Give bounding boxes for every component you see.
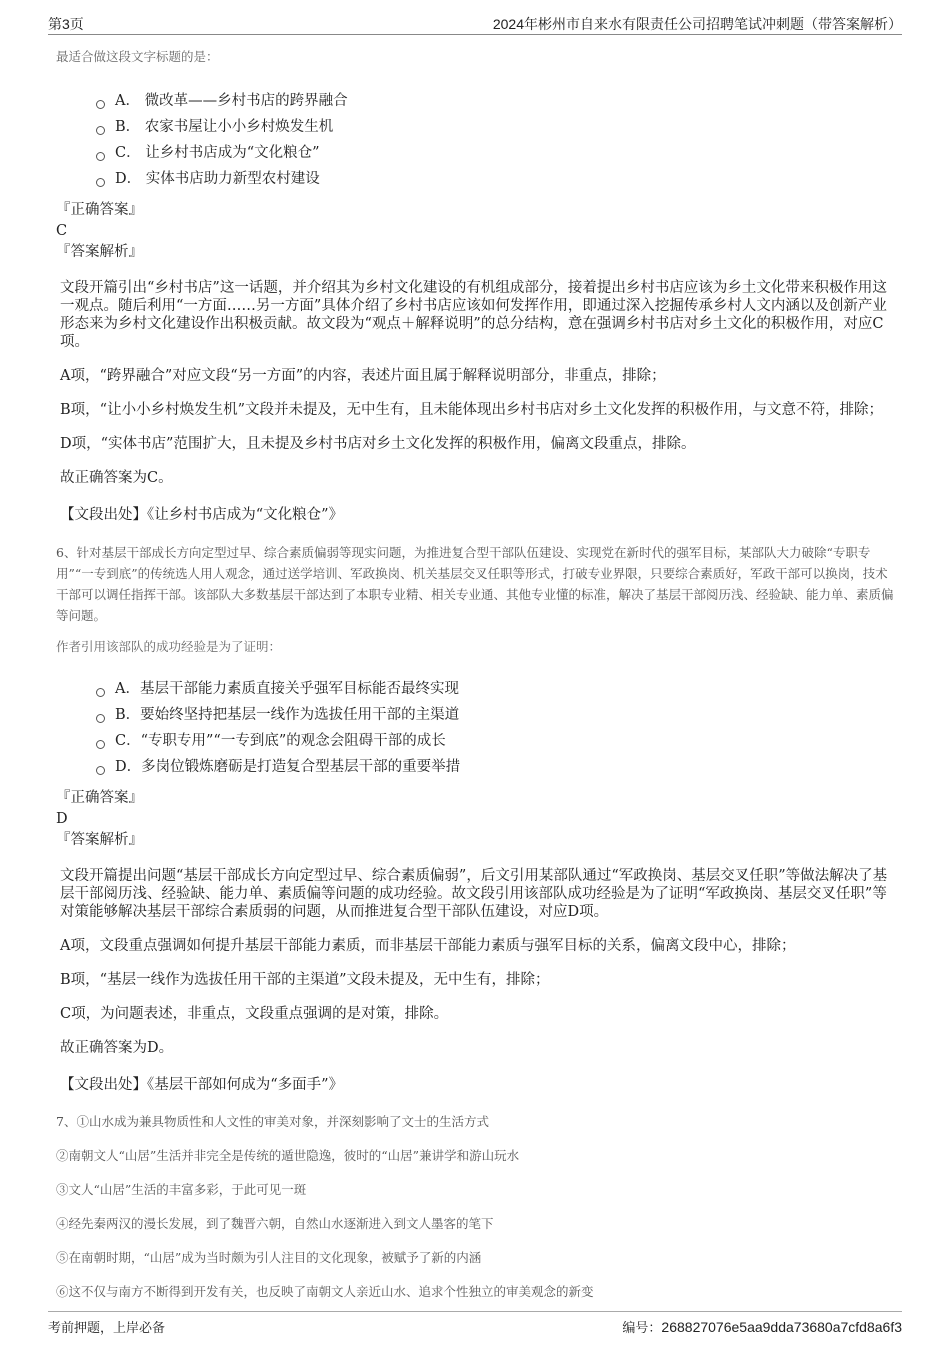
document-title: 2024年彬州市自来水有限责任公司招聘笔试冲刺题（带答案解析）: [492, 16, 902, 32]
page-number: 第3页: [48, 16, 84, 32]
page-content: [56, 36, 896, 1316]
analysis-paragraph: D项，“实体书店”范围扩大，且未提及乡村书店对乡土文化发挥的积极作用，偏离文段重点，排除。: [60, 436, 696, 452]
sentence-item: ④经先秦两汉的漫长发展，到了魏晋六朝，自然山水逐渐进入到文人墨客的笔下: [56, 1216, 494, 1231]
radio-icon[interactable]: [96, 688, 105, 697]
option-c[interactable]: C．“专职专用”“一专到底”的观念会阻碍干部的成长: [96, 728, 896, 754]
sentence-item: ②南朝文人“山居”生活并非完全是传统的遁世隐逸，彼时的“山居”兼讲学和游山玩水: [56, 1148, 520, 1163]
footer-code: [622, 1317, 902, 1336]
radio-icon[interactable]: [96, 740, 105, 749]
code-label: 编号：: [622, 1321, 662, 1336]
radio-icon[interactable]: [96, 714, 105, 723]
radio-icon[interactable]: [96, 126, 105, 135]
analysis-paragraph: 故正确答案为C。: [60, 470, 173, 486]
question-prompt: 最适合做这段文字标题的是：: [56, 49, 219, 64]
analysis-paragraph: 文段开篇提出问题“基层干部成长方向定型过早、综合素质偏弱”，后文引用某部队通过“军政换岗、基层交叉任职”等做法解决了基层干部阅历浅、经验缺、能力单、素质偏等问题的成功经验。故文段引用该部队成功经验是为了证明“军政换岗、基层交叉任职”等对策能够解决基层干部综合素质弱的问题，从而推进复合型干部队伍建设，对应D项。: [60, 868, 888, 920]
analysis-body: [56, 867, 896, 1057]
sentence-item: ⑤在南朝时期，“山居”成为当时颇为引人注目的文化现象，被赋予了新的内涵: [56, 1250, 482, 1265]
analysis-paragraph: A项，“跨界融合”对应文段“另一方面”的内容，表述片面且属于解释说明部分，非重点，排除；: [60, 368, 666, 384]
answer-value: D: [56, 811, 68, 827]
question-5: [56, 46, 896, 524]
radio-icon[interactable]: [96, 100, 105, 109]
analysis-label: 『答案解析』: [56, 832, 143, 848]
option-c[interactable]: C． 让乡村书店成为“文化粮仓”: [96, 140, 896, 166]
sentence-item: 7、①山水成为兼具物质性和人文性的审美对象，并深刻影响了文士的生活方式: [56, 1114, 489, 1129]
analysis-paragraph: B项，“基层一线作为选拔任用干部的主渠道”文段未提及，无中生有，排除；: [60, 972, 550, 988]
sentence-item: ⑥这不仅与南方不断得到开发有关，也反映了南朝文人亲近山水、追求个性独立的审美观念的新变: [56, 1284, 594, 1299]
analysis-label: 『答案解析』: [56, 244, 143, 260]
option-d[interactable]: D．多岗位锻炼磨砺是打造复合型基层干部的重要举措: [96, 754, 896, 780]
option-a[interactable]: A．基层干部能力素质直接关乎强军目标能否最终实现: [96, 676, 896, 702]
option-a[interactable]: A． 微改革——乡村书店的跨界融合: [96, 88, 896, 114]
source-citation: 【文段出处】《让乡村书店成为“文化粮仓”》: [60, 507, 344, 523]
source-citation: 【文段出处】《基层干部如何成为“多面手”》: [60, 1077, 344, 1093]
option-list: [96, 676, 896, 780]
footer-slogan: 考前押题，上岸必备: [48, 1321, 166, 1336]
answer-label: 『正确答案』: [56, 202, 143, 218]
page-footer: [48, 1311, 902, 1336]
answer-value: C: [56, 223, 68, 239]
page-header: [48, 12, 902, 35]
analysis-paragraph: B项，“让小小乡村焕发生机”文段并未提及，无中生有，且未能体现出乡村书店对乡土文化发挥的积极作用，与文意不符，排除；: [60, 402, 883, 418]
question-6: [56, 542, 896, 1094]
analysis-paragraph: C项，为问题表述，非重点，文段重点强调的是对策，排除。: [60, 1006, 449, 1022]
answer-label: 『正确答案』: [56, 790, 143, 806]
option-d[interactable]: D． 实体书店助力新型农村建设: [96, 166, 896, 192]
option-list: [96, 88, 896, 192]
radio-icon[interactable]: [96, 152, 105, 161]
question-stem: 6、针对基层干部成长方向定型过早、综合素质偏弱等现实问题，为推进复合型干部队伍建设、实现党在新时代的强军目标，某部队大力破除“专职专用”“一专到底”的传统选人用人观念，通过送学培训、军政换岗、机关基层交叉任职等形式，打破专业界限，只要综合素质好，军政干部可以换岗，技术干部可以调任指挥干部。该部队大多数基层干部达到了本职专业精、相关专业通、其他专业懂的标准，解决了基层干部阅历浅、经验缺、能力单、素质偏等问题。: [56, 545, 894, 623]
question-prompt: 作者引用该部队的成功经验是为了证明：: [56, 639, 282, 654]
option-b[interactable]: B． 农家书屋让小小乡村焕发生机: [96, 114, 896, 140]
analysis-body: [56, 279, 896, 487]
analysis-paragraph: 文段开篇引出“乡村书店”这一话题，并介绍其为乡村文化建设的有机组成部分，接着提出乡村书店应该为乡土文化带来积极作用这一观点。随后利用“一方面……另一方面”具体介绍了乡村书店应该如何发挥作用，即通过深入挖掘传承乡村人文内涵以及创新产业形态来为乡村文化建设作出积极贡献。故文段为“观点＋解释说明”的总分结构，意在强调乡村书店对乡土文化的积极作用，对应C项。: [60, 280, 887, 350]
analysis-paragraph: A项，文段重点强调如何提升基层干部能力素质，而非基层干部能力素质与强军目标的关系，偏离文段中心，排除；: [60, 938, 796, 954]
option-b[interactable]: B．要始终坚持把基层一线作为选拔任用干部的主渠道: [96, 702, 896, 728]
sentence-item: ③文人“山居”生活的丰富多彩，于此可见一斑: [56, 1182, 307, 1197]
question-7: [56, 1112, 896, 1302]
code-value: 268827076e5aa9dda73680a7cfd8a6f3: [661, 1319, 902, 1335]
radio-icon[interactable]: [96, 178, 105, 187]
analysis-paragraph: 故正确答案为D。: [60, 1040, 174, 1056]
radio-icon[interactable]: [96, 766, 105, 775]
